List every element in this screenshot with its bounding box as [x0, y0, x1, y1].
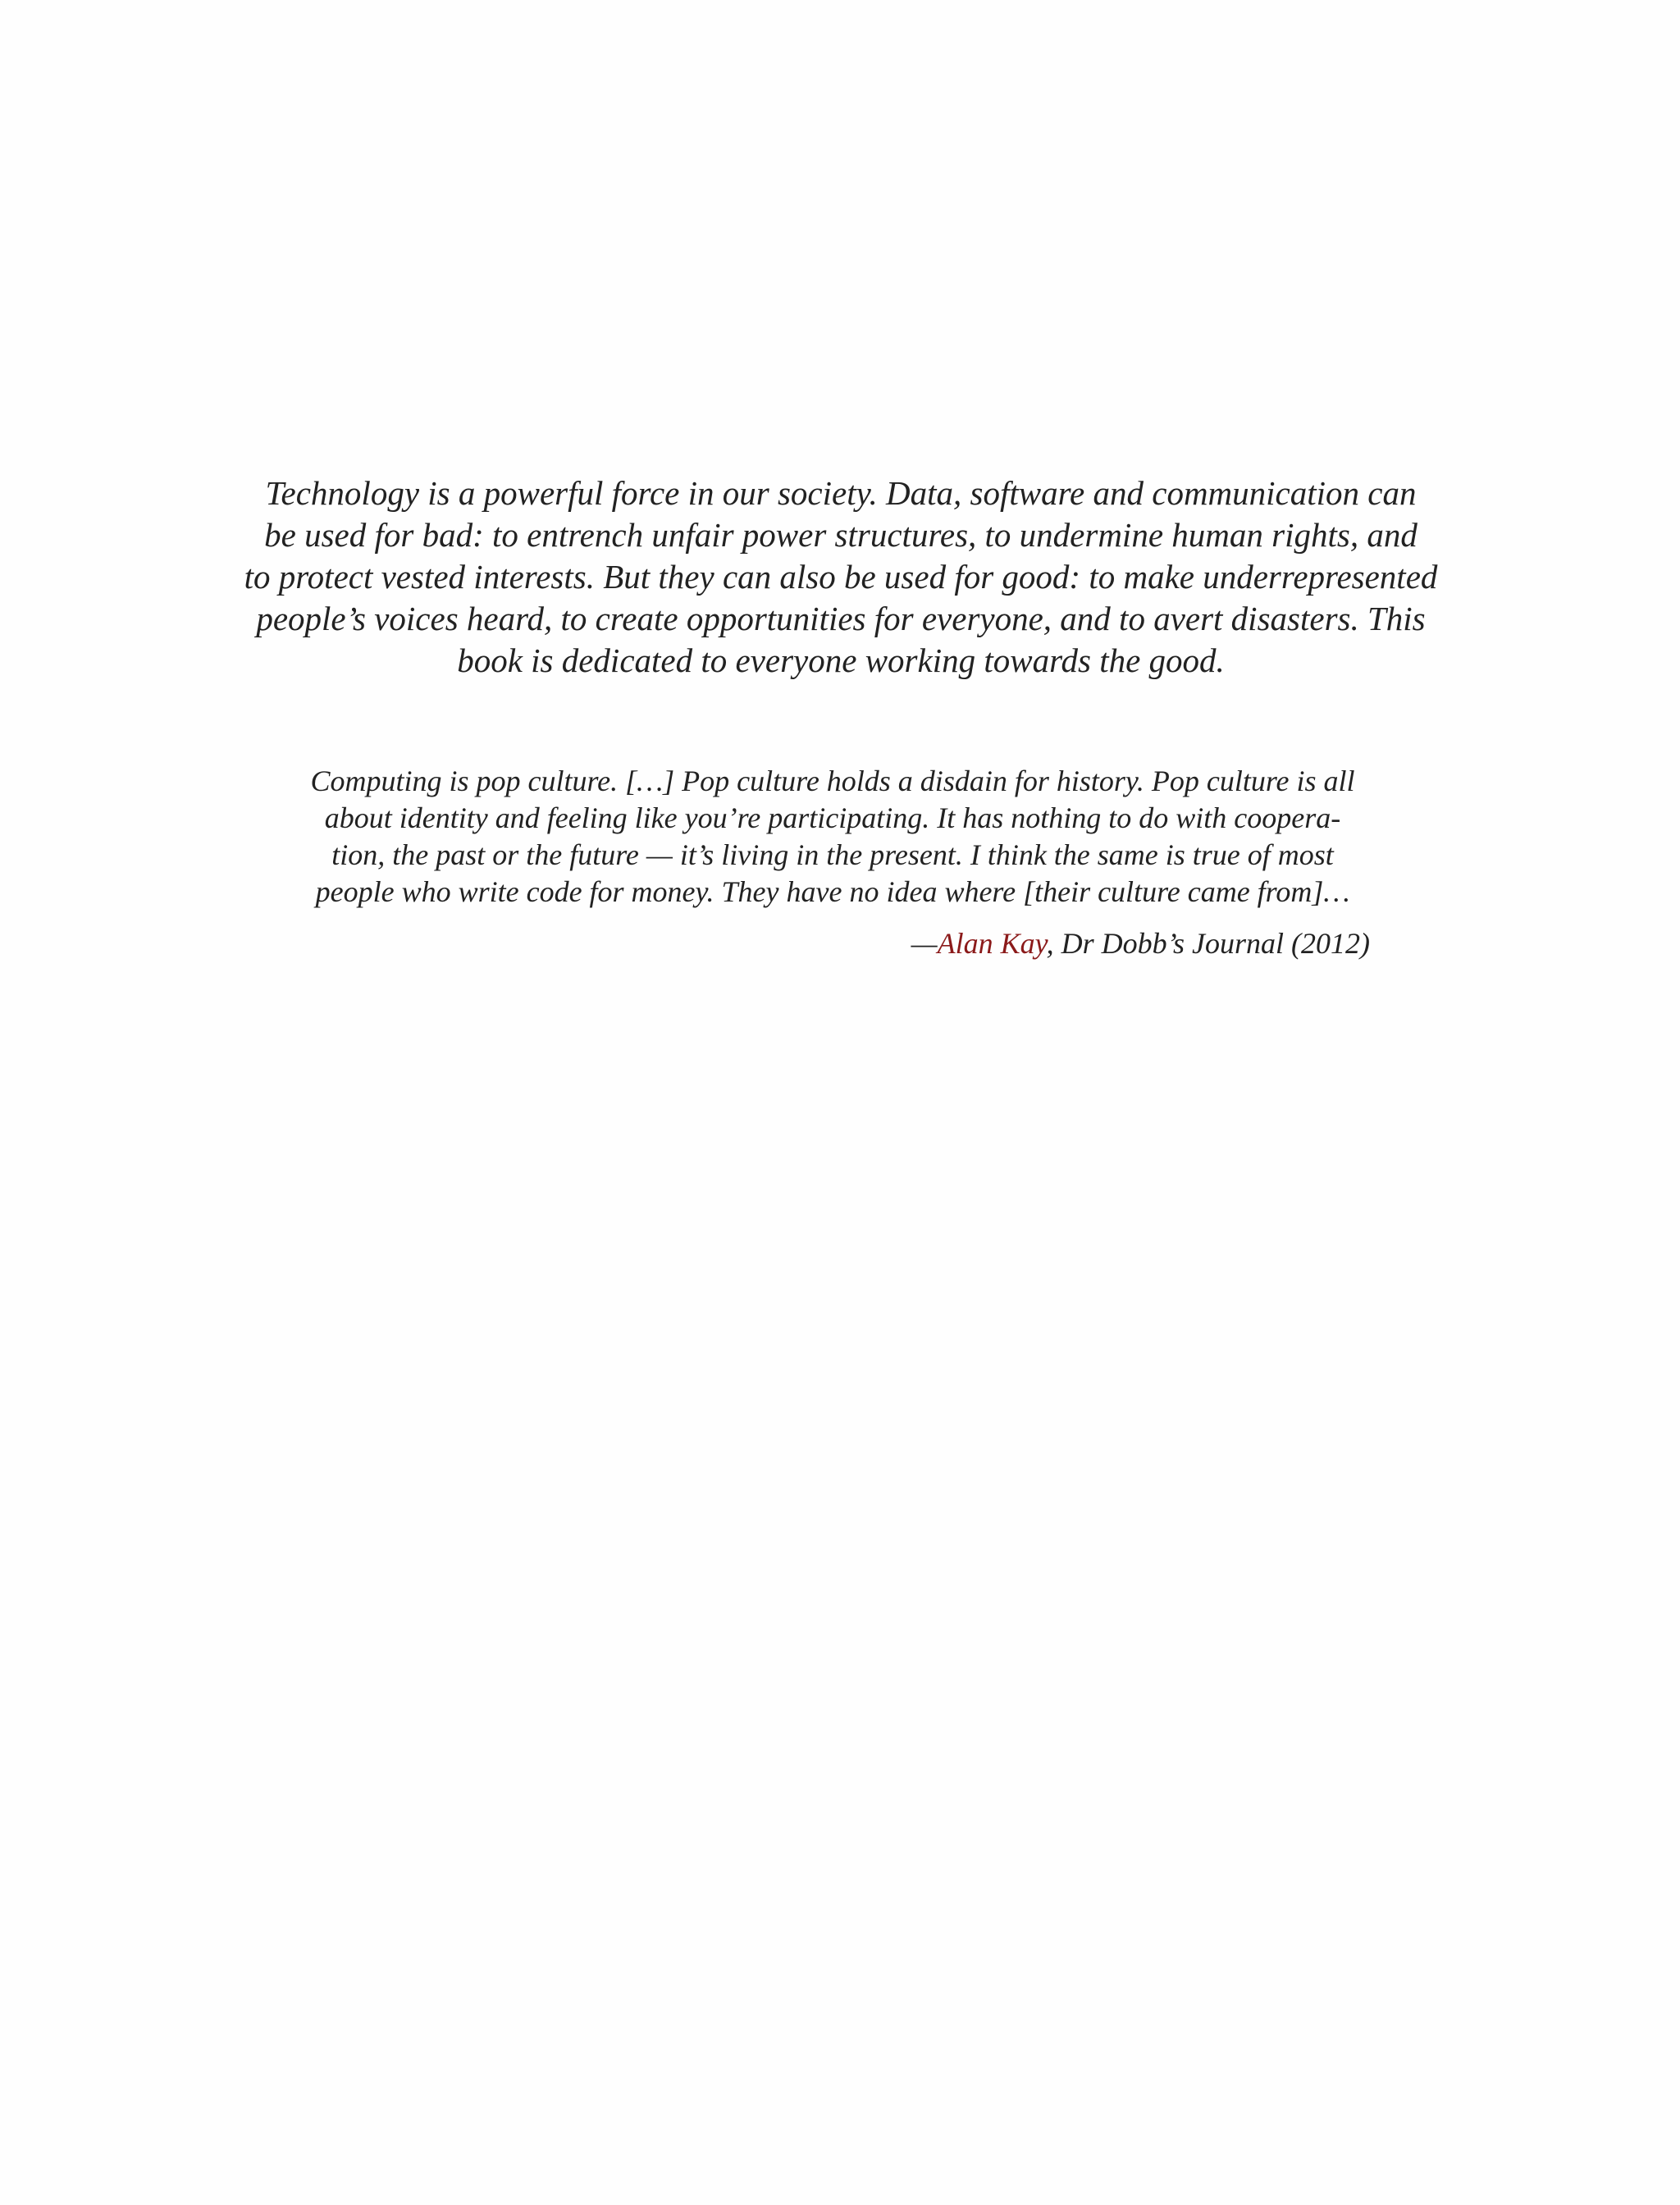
- epigraph-line: Computing is pop culture. […] Pop culture holds a disdain for history. Pop culture is all: [310, 765, 1355, 797]
- epigraph-line: people who write code for money. They have no idea where [their culture came from]…: [315, 875, 1350, 908]
- epigraph-attribution: [295, 925, 1370, 962]
- attribution-dash: —: [911, 927, 938, 960]
- dedication-line: people’s voices heard, to create opportunities for everyone, and to avert disasters. This: [256, 600, 1426, 637]
- dedication-line: book is dedicated to everyone working towards the good.: [457, 641, 1225, 679]
- epigraph-line: tion, the past or the future — it’s living in the present. I think the same is true of most: [331, 838, 1334, 871]
- attribution-source: , Dr Dobb’s Journal (2012): [1046, 927, 1370, 960]
- dedication-line: Technology is a powerful force in our society. Data, software and communication can: [265, 474, 1417, 512]
- author-link[interactable]: Alan Kay: [937, 927, 1047, 960]
- epigraph-quote: [295, 763, 1370, 962]
- dedication-line: to protect vested interests. But they can also be used for good: to make underrepresented: [244, 558, 1438, 596]
- epigraph-line: about identity and feeling like you’re participating. It has nothing to do with coopera-: [324, 801, 1341, 834]
- dedication-line: be used for bad: to entrench unfair power structures, to undermine human rights, and: [264, 516, 1418, 554]
- dedication-paragraph: [234, 472, 1448, 682]
